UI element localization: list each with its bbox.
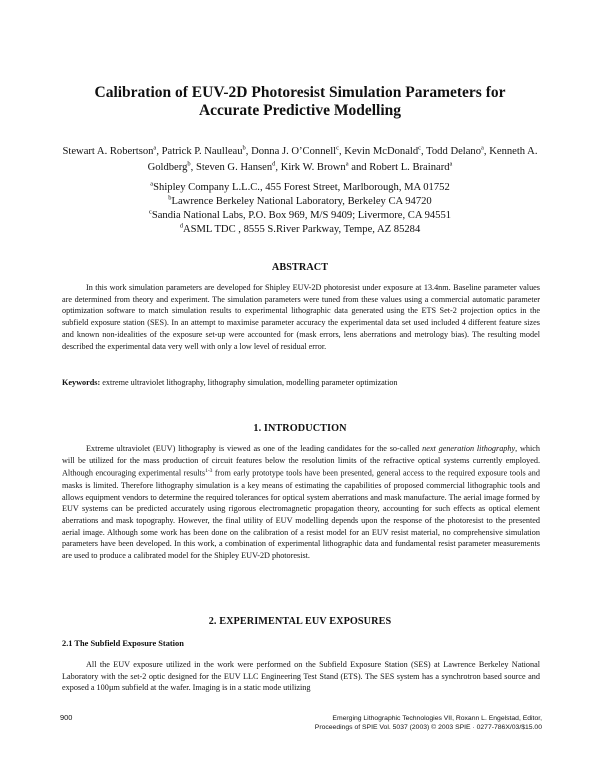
affiliation-text: ASML TDC , 8555 S.River Parkway, Tempe, AZ 85284 (182, 224, 421, 235)
author-name: Kirk W. Brown (280, 162, 346, 173)
author-separator: , (275, 162, 281, 173)
affiliation-list (60, 181, 540, 237)
author-separator: , Todd (421, 146, 451, 157)
author-separator: and (348, 162, 370, 173)
author-name: Stewart A. Robertson (62, 146, 154, 157)
author-affiliation-mark: c (418, 144, 422, 152)
author-affiliation-mark: d (272, 160, 276, 168)
author-affiliation-mark: b (242, 144, 246, 152)
author-name: Kevin McDonald (344, 146, 419, 157)
paper-title (60, 84, 540, 120)
section-1-heading: 1. INTRODUCTION (253, 423, 347, 434)
author-name: Patrick P. Naulleau (161, 146, 243, 157)
section-2-text: All the EUV exposure utilized in the work were performed on the Subfield Exposure Station (SES) at Lawrence Berkeley National Laboratory with the set-2 optic designed for the EUV LLC Engineering Test Stand (ETS). The SES system has a synchrotron based source and exposed a 100µm subfield at the wafer. Imaging is in a static mode utilizing (62, 660, 540, 693)
author-separator: , (156, 146, 162, 157)
author-name: Robert L. Brainard (369, 162, 450, 173)
author-name: Steven G. Hansen (195, 162, 273, 173)
title-line-2: Accurate Predictive Modelling (198, 102, 401, 119)
affiliation-line (60, 181, 540, 195)
author-affiliation-mark: a (153, 144, 157, 152)
author-separator: , (190, 162, 196, 173)
author-affiliation-mark: a (345, 160, 349, 168)
author-affiliation-mark: b (187, 160, 191, 168)
proceedings-footer (222, 714, 542, 732)
author-name: Donna J. O’Connell (251, 146, 337, 157)
affiliation-mark: c (148, 208, 152, 216)
author-name: Kenneth A. Goldberg (147, 146, 538, 173)
author-list (55, 144, 545, 176)
affiliation-text: Lawrence Berkeley National Laboratory, Berkeley CA 94720 (171, 196, 432, 207)
keywords (62, 377, 540, 388)
affiliation-line (60, 195, 540, 209)
footer-line-1: Emerging Lithographic Technologies VII, Roxann L. Engelstad, Editor, (332, 715, 542, 722)
page-number: 900 (60, 713, 73, 722)
abstract-heading: ABSTRACT (271, 262, 329, 273)
section-2-heading: 2. EXPERIMENTAL EUV EXPOSURES (208, 616, 392, 627)
subsection-2-1-heading: 2.1 The Subfield Exposure Station (62, 639, 184, 648)
author-affiliation-mark: c (336, 144, 339, 152)
affiliation-line (60, 209, 540, 223)
affiliation-mark: a (150, 180, 154, 188)
title-line-1: Calibration of EUV-2D Photoresist Simulation Parameters for (94, 84, 506, 101)
affiliation-text: Shipley Company L.L.C., 455 Forest Street, Marlborough, MA 01752 (153, 182, 450, 193)
author-affiliation-mark: a (449, 160, 453, 168)
keywords-label: Keywords: (62, 378, 101, 387)
keywords-text: extreme ultraviolet lithography, lithography simulation, modelling parameter optimization (102, 378, 398, 387)
author-separator: , (339, 146, 345, 157)
affiliation-mark: d (179, 222, 183, 230)
author-separator: , (483, 146, 490, 157)
author-affiliation-mark: a (481, 144, 484, 152)
introduction-text: Extreme ultraviolet (EUV) lithography is viewed as one of the leading candidates for the so-called next generation lithography, which will be utilized for the mass production of circuit features below the resolution limits of the refractive optical systems currently employed. Although encouraging experimental results$^{1-3}$ from early prototype tools have been presented, general access to the required exposure tools and masks is limited. Therefore lithography simulation is a key means of estimating the capabilities of proposed commercial lithographic tools and allows equipment vendors to determine the required tolerances for optical system aberrations and mask manufacture. The aerial image formed by EUV systems can be predicted accurately using rigorous electromagnetic propagation theory, accounting for such effects as optical element aberrations and mask topography. However, the final utility of EUV modelling depends upon the response of the photoresist to the presented aerial image. Although some work has been done on the calibration of a resist model for an EUV resist material, no comprehensive simulation parameters have been developed. In this work, a combination of experimental lithographic data and fundamental resist parameter measurements are used to produce a calibrated model for the Shipley EUV-2D photoresist. (62, 444, 541, 561)
abstract-text: In this work simulation parameters are developed for Shipley EUV-2D photoresist under exposure at 13.4nm. Baseline parameter values are determined from theory and experiment. The simulation parameters were tuned from these values using a commercial automatic parameter optimization software to match simulation results to experimental lithographic data generated using the ETS Set-2 projection optics in the subfield exposure station (SES). In an attempt to maximise parameter accuracy the experimental data set used included 4 different feature sizes and known non-idealities of the exposure set-up were accounted for (mask errors, lens aberrations and metrology bias). The resulting model described the experimental data very well with only a low level of residual error. (62, 283, 540, 351)
author-name: Delano (450, 146, 482, 157)
author-separator: , (245, 146, 252, 157)
footer-line-2: Proceedings of SPIE Vol. 5037 (2003) © 2003 SPIE · 0277-786X/03/$15.00 (314, 724, 542, 731)
affiliation-line (60, 223, 540, 237)
affiliation-mark: b (168, 194, 172, 202)
affiliation-text: Sandia National Labs, P.O. Box 969, M/S 9409; Livermore, CA 94551 (151, 210, 452, 221)
